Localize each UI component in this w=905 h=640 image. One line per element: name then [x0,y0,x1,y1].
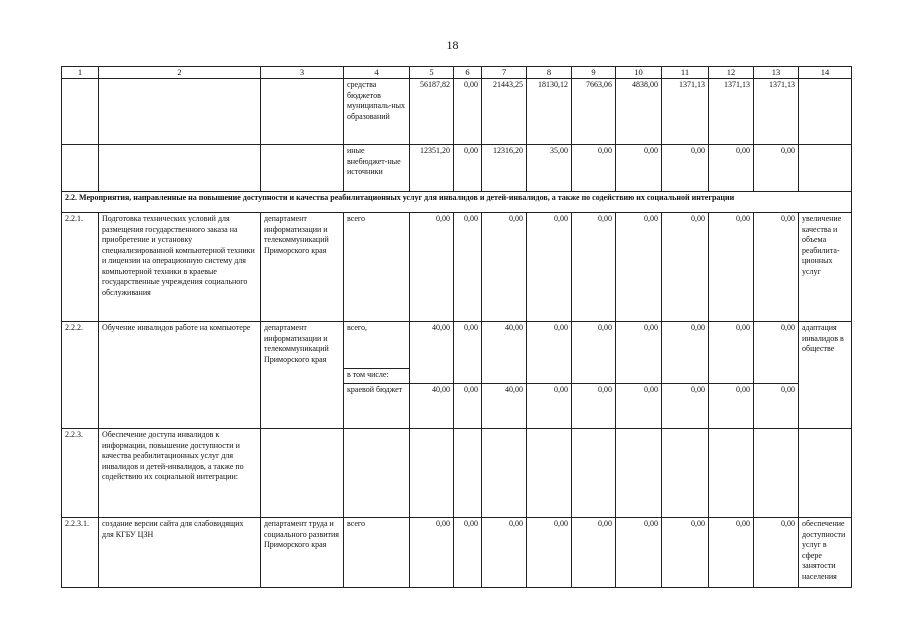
col-num: 1 [62,67,99,79]
value-cell: 0,00 [454,79,482,145]
table-row [62,213,852,322]
value-cell: 0,00 [454,384,482,429]
col-num: 7 [482,67,527,79]
col-num: 6 [454,67,482,79]
col-num: 2 [99,67,261,79]
value-cell: 21443,25 [482,79,527,145]
cell-empty [527,429,572,518]
program-table [61,66,852,588]
section-row [62,192,852,213]
value-cell: 40,00 [410,322,454,384]
cell-empty [799,429,852,518]
value-cell: 40,00 [410,384,454,429]
funding-source: краевой бюджет [344,384,410,429]
value-cell: 1371,13 [754,79,799,145]
column-number-row [62,67,852,79]
cell-empty [799,79,852,145]
value-cell: 0,00 [572,384,616,429]
value-cell: 0,00 [754,384,799,429]
value-cell: 56187,82 [410,79,454,145]
measure-name: Подготовка технических условий для размещения государственного заказа на приобретение и установку специализированной компьютерной техники и лицензии на операционную систему для компьютерной техники в краевые государственные учреждения социального обслуживания [99,213,261,322]
value-cell: 0,00 [662,145,709,192]
value-cell: 0,00 [616,322,662,384]
executor: департамент труда и социального развития Приморского края [261,518,344,588]
executor: департамент информатизации и телекоммуникаций Приморского края [261,213,344,322]
measure-name: Обучение инвалидов работе на компьютере [99,322,261,429]
col-num: 5 [410,67,454,79]
cell-empty [99,79,261,145]
row-number: 2.2.3. [62,429,99,518]
col-num: 3 [261,67,344,79]
cell-empty [482,429,527,518]
value-cell: 1371,13 [709,79,754,145]
value-cell: 0,00 [454,213,482,322]
value-cell: 0,00 [754,213,799,322]
funding-source: всего [344,518,410,588]
cell-empty [572,429,616,518]
value-cell: 0,00 [482,213,527,322]
table-row [62,518,852,588]
col-num: 10 [616,67,662,79]
value-cell: 0,00 [662,518,709,588]
value-cell: 12316,20 [482,145,527,192]
value-cell: 0,00 [754,145,799,192]
value-cell: 0,00 [616,145,662,192]
funding-source: всего [344,213,410,322]
value-cell: 0,00 [572,518,616,588]
value-cell: 0,00 [454,145,482,192]
value-cell: 0,00 [709,145,754,192]
funding-source: иные внебюджет-ные источники [344,145,410,192]
cell-empty [454,429,482,518]
page-number: 18 [446,38,459,52]
col-num: 13 [754,67,799,79]
cell-empty [261,429,344,518]
value-cell: 0,00 [572,213,616,322]
value-cell: 0,00 [754,518,799,588]
cell-empty [344,429,410,518]
value-cell: 0,00 [616,384,662,429]
value-cell: 4838,00 [616,79,662,145]
value-cell: 12351,20 [410,145,454,192]
cell-empty [62,145,99,192]
measure-name: создание версии сайта для слабовидящих для КГБУ ЦЗН [99,518,261,588]
value-cell: 1371,13 [662,79,709,145]
value-cell: 40,00 [482,322,527,384]
cell-empty [261,145,344,192]
col-num: 9 [572,67,616,79]
table-row [62,145,852,192]
measure-name: Обеспечение доступа инвалидов к информации, повышение доступности и качества реабилитационных услуг для инвалидов и детей-инвалидов, а также по содействию их социальной интеграции: [99,429,261,518]
value-cell: 0,00 [410,518,454,588]
row-number: 2.2.1. [62,213,99,322]
executor: департамент информатизации и телекоммуникаций Приморского края [261,322,344,429]
value-cell: 0,00 [527,518,572,588]
table-row [62,322,852,369]
value-cell: 0,00 [709,322,754,384]
value-cell: 7663,06 [572,79,616,145]
value-cell: 0,00 [709,213,754,322]
funding-source: всего, [344,322,410,369]
section-title: 2.2. Мероприятия, направленные на повышение доступности и качества реабилитационных услуг для инвалидов и детей-инвалидов, а также по содействию их социальной интеграции [62,192,852,213]
value-cell: 18130,12 [527,79,572,145]
col-num: 4 [344,67,410,79]
col-num: 12 [709,67,754,79]
value-cell: 0,00 [616,213,662,322]
value-cell: 0,00 [572,322,616,384]
cell-empty [616,429,662,518]
value-cell: 0,00 [527,322,572,384]
funding-source: в том числе: [344,369,410,384]
table-row [62,79,852,145]
value-cell: 0,00 [410,213,454,322]
cell-empty [662,429,709,518]
cell-empty [754,429,799,518]
col-num: 11 [662,67,709,79]
value-cell: 0,00 [662,322,709,384]
value-cell: 35,00 [527,145,572,192]
table-row [62,429,852,518]
col-num: 14 [799,67,852,79]
value-cell: 0,00 [527,213,572,322]
cell-empty [261,79,344,145]
value-cell: 40,00 [482,384,527,429]
value-cell: 0,00 [482,518,527,588]
value-cell: 0,00 [709,384,754,429]
value-cell: 0,00 [709,518,754,588]
cell-empty [62,79,99,145]
value-cell: 0,00 [754,322,799,384]
value-cell: 0,00 [454,518,482,588]
row-number: 2.2.2. [62,322,99,429]
expected-result: обеспечение доступности услуг в сфере занятости населения [799,518,852,588]
cell-empty [410,429,454,518]
expected-result: адаптация инвалидов в обществе [799,322,852,429]
value-cell: 0,00 [572,145,616,192]
row-number: 2.2.3.1. [62,518,99,588]
value-cell: 0,00 [662,213,709,322]
cell-empty [709,429,754,518]
expected-result: увеличение качества и объема реабилита-ционных услуг [799,213,852,322]
value-cell: 0,00 [662,384,709,429]
value-cell: 0,00 [454,322,482,384]
col-num: 8 [527,67,572,79]
cell-empty [799,145,852,192]
funding-source: средства бюджетов муниципаль-ных образований [344,79,410,145]
value-cell: 0,00 [616,518,662,588]
value-cell: 0,00 [527,384,572,429]
cell-empty [99,145,261,192]
